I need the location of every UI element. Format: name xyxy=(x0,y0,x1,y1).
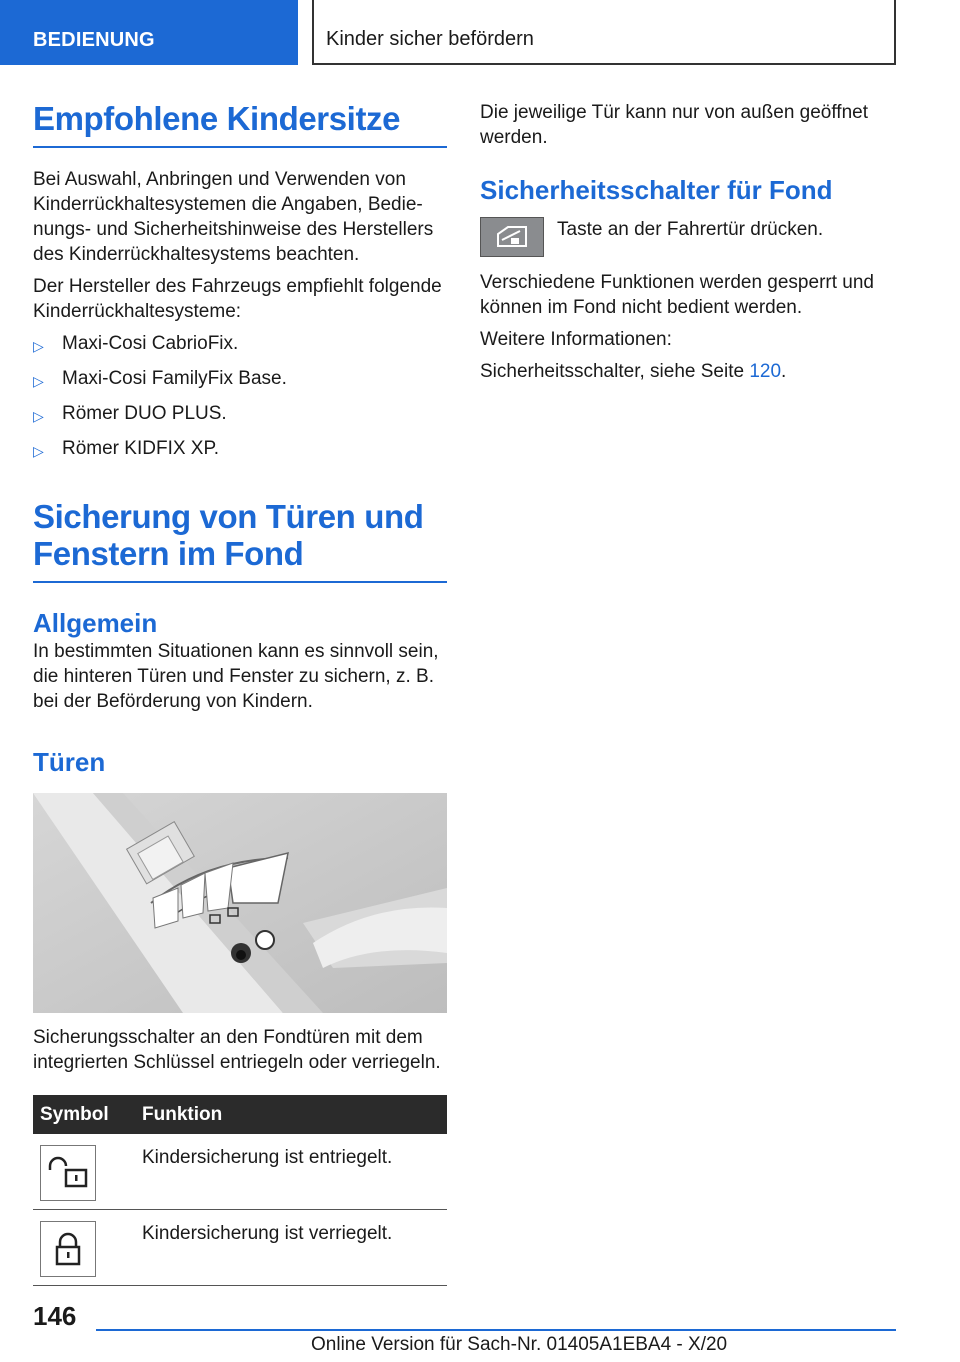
column-header-symbol: Symbol xyxy=(40,1103,109,1125)
page-reference: Sicherheitsschalter, siehe Seite 120. xyxy=(480,361,787,382)
list-item: ▷ Römer DUO PLUS. xyxy=(33,401,447,429)
heading-sicherung: Sicherung von Türen und Fenstern im Fond xyxy=(33,498,447,583)
paragraph: Bei Auswahl, Anbringen und Verwenden von Kinderrückhaltesystemen die Angaben, Bedie-nungs- und Sicherheitshinweise des Herstellers des Kinderrückhaltesystems beachten. xyxy=(33,169,434,265)
heading-allgemein: Allgemein xyxy=(33,608,158,638)
table-row xyxy=(33,1134,447,1210)
door-child-lock-photo xyxy=(33,793,447,1013)
unlocked-padlock-icon xyxy=(40,1145,96,1201)
table-cell: Kindersicherung ist entriegelt. xyxy=(142,1147,393,1168)
table-cell: Kindersicherung ist verriegelt. xyxy=(142,1223,393,1244)
page-link[interactable]: 120 xyxy=(749,361,782,382)
heading-kindersitze: Empfohlene Kindersitze xyxy=(33,100,447,148)
instruction-text: Taste an der Fahrertür drücken. xyxy=(557,219,824,240)
heading-tueren: Türen xyxy=(33,747,106,777)
list-item: ▷ Römer KIDFIX XP. xyxy=(33,436,447,464)
symbol-table xyxy=(33,1095,447,1286)
chapter-title: Kinder sicher befördern xyxy=(312,0,896,65)
bullet-triangle-icon: ▷ xyxy=(33,338,44,354)
locked-padlock-icon xyxy=(40,1221,96,1277)
photo-caption: Sicherungsschalter an den Fondtüren mit dem integrierten Schlüssel entriegeln oder verriegeln. xyxy=(33,1027,441,1073)
paragraph: Weitere Informationen: xyxy=(480,329,672,350)
paragraph: In bestimmten Situationen kann es sinnvoll sein, die hinteren Türen und Fenster zu sichern, z. B. bei der Beförderung von Kindern. xyxy=(33,641,439,712)
list-item: ▷ Maxi-Cosi FamilyFix Base. xyxy=(33,366,447,394)
paragraph: Verschiedene Funktionen werden gesperrt und können im Fond nicht bedient werden. xyxy=(480,272,874,318)
table-header xyxy=(33,1095,447,1134)
column-header-funktion: Funktion xyxy=(142,1103,223,1125)
bullet-triangle-icon: ▷ xyxy=(33,373,44,389)
page-number: 146 xyxy=(33,1301,77,1331)
heading-sicherheitsschalter: Sicherheitsschalter für Fond xyxy=(480,175,833,205)
footer-divider xyxy=(96,1329,896,1331)
left-column xyxy=(33,100,447,1286)
button-instruction xyxy=(480,217,900,257)
footer-text: Online Version für Sach-Nr. 01405A1EBA4 - X/20 xyxy=(311,1334,728,1355)
right-column xyxy=(480,100,900,384)
paragraph: Die jeweilige Tür kann nur von außen geöffnet werden. xyxy=(480,102,868,148)
bullet-triangle-icon: ▷ xyxy=(33,443,44,459)
paragraph: Der Hersteller des Fahrzeugs empfiehlt folgende Kinderrückhaltesysteme: xyxy=(33,276,442,322)
bullet-triangle-icon: ▷ xyxy=(33,408,44,424)
section-tab: BEDIENUNG xyxy=(0,0,298,65)
recommended-seats-list xyxy=(33,331,447,464)
table-row xyxy=(33,1210,447,1286)
window-lock-icon xyxy=(480,217,544,257)
list-item: ▷ Maxi-Cosi CabrioFix. xyxy=(33,331,447,359)
